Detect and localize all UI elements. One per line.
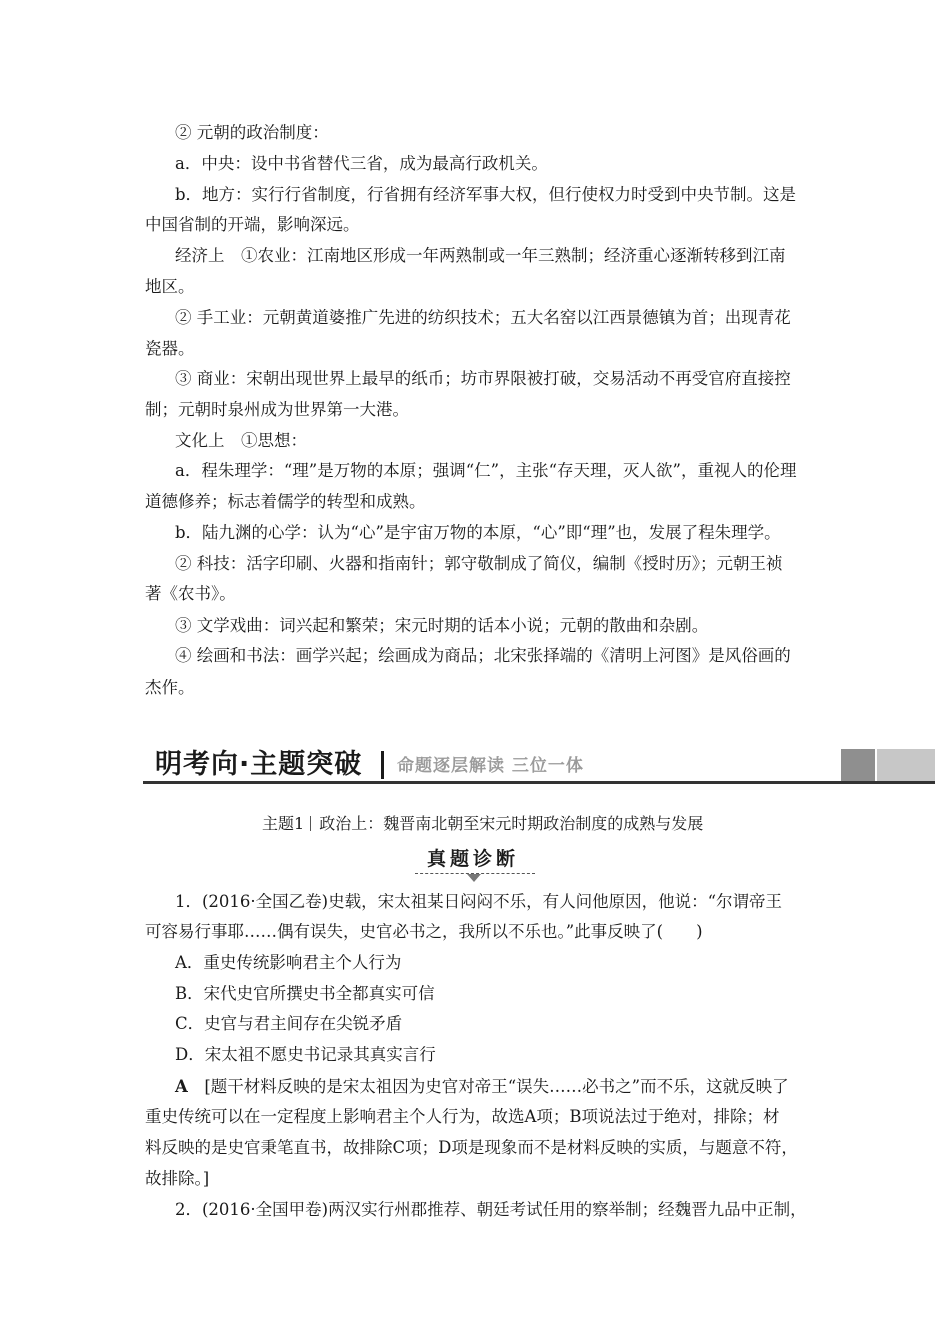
heading-arrow-icon	[467, 874, 481, 882]
text-line: a．中央：设中书省替代三省，成为最高行政机关。	[175, 154, 548, 173]
question-stem: 2．(2016·全国甲卷)两汉实行州郡推荐、朝廷考试任用的察举制；经魏晋九品中正制，	[175, 1200, 807, 1219]
topic-label: 主题1	[262, 814, 305, 833]
text-line: ③ 商业：宋朝出现世界上最早的纸币；坊市界限被打破，交易活动不再受官府直接控	[175, 369, 791, 388]
banner-divider	[381, 751, 384, 779]
text-line: b．陆九渊的心学：认为“心”是宇宙万物的本原，“心”即“理”也，发展了程朱理学。	[175, 523, 781, 542]
section-heading: 真题诊断	[427, 848, 520, 870]
text-line: 经济上 ①农业：江南地区形成一年两熟制或一年三熟制；经济重心逐渐转移到江南	[175, 246, 786, 265]
topic-separator	[310, 816, 311, 831]
text-line: a．程朱理学：“理”是万物的本原；强调“仁”，主张“存天理，灭人欲”，重视人的伦理	[175, 461, 797, 480]
explanation-text: 重史传统可以在一定程度上影响君主个人行为，故选A项；B项说法过于绝对，排除；材	[145, 1107, 780, 1126]
banner-block-dark	[841, 749, 875, 781]
banner-subtitle: 命题逐层解读 三位一体	[397, 756, 584, 776]
option-a: A．重史传统影响君主个人行为	[175, 953, 402, 972]
text-line: b．地方：实行行省制度，行省拥有经济军事大权，但行使权力时受到中央节制。这是	[175, 185, 797, 204]
topic-heading	[262, 812, 703, 836]
text-line: ② 手工业：元朝黄道婆推广先进的纺织技术；五大名窑以江西景德镇为首；出现青花	[175, 308, 791, 327]
topic-text: 政治上：魏晋南北朝至宋元时期政治制度的成熟与发展	[319, 814, 704, 833]
text-line: ② 科技：活字印刷、火器和指南针；郭守敬制成了简仪，编制《授时历》；元朝王祯	[175, 554, 783, 573]
banner-rule	[143, 781, 935, 784]
text-line: ④ 绘画和书法：画学兴起；绘画成为商品；北宋张择端的《清明上河图》是风俗画的	[175, 646, 791, 665]
option-c: C．史官与君主间存在尖锐矛盾	[175, 1014, 403, 1033]
option-d: D．宋太祖不愿史书记录其真实言行	[175, 1045, 436, 1064]
option-b: B．宋代史官所撰史书全都真实可信	[175, 984, 435, 1003]
text-line: 制；元朝时泉州成为世界第一大港。	[145, 400, 409, 419]
section-banner	[143, 745, 935, 785]
text-line: 瓷器。	[145, 339, 195, 358]
question-stem: 1．(2016·全国乙卷)史载，宋太祖某日闷闷不乐，有人问他原因，他说：“尔谓帝王	[175, 892, 783, 911]
explanation-text: 故排除。]	[145, 1169, 210, 1188]
text-line: 地区。	[145, 277, 195, 296]
explanation-text: 料反映的是史官秉笔直书，故排除C项；D项是现象而不是材料反映的实质，与题意不符，	[145, 1138, 798, 1157]
text-line: 道德修养；标志着儒学的转型和成熟。	[145, 492, 426, 511]
question-stem: 可容易行事耶……偶有误失，史官必书之，我所以不乐也。”此事反映了( )	[145, 922, 703, 941]
text-line: ② 元朝的政治制度：	[175, 123, 329, 142]
text-line: 中国省制的开端，影响深远。	[145, 215, 360, 234]
text-line: ③ 文学戏曲：词兴起和繁荣；宋元时期的话本小说；元朝的散曲和杂剧。	[175, 616, 709, 635]
answer-line	[175, 1075, 789, 1099]
answer-letter: A	[175, 1077, 188, 1096]
banner-block-light	[877, 749, 935, 781]
text-line: 著《农书》。	[145, 584, 236, 603]
text-line: 文化上 ①思想：	[175, 431, 307, 450]
banner-title: 明考向·主题突破	[155, 749, 363, 780]
explanation-text: [题干材料反映的是宋太祖因为史官对帝王“误失……必书之”而不乐，这就反映了	[204, 1077, 789, 1096]
text-line: 杰作。	[145, 678, 195, 697]
